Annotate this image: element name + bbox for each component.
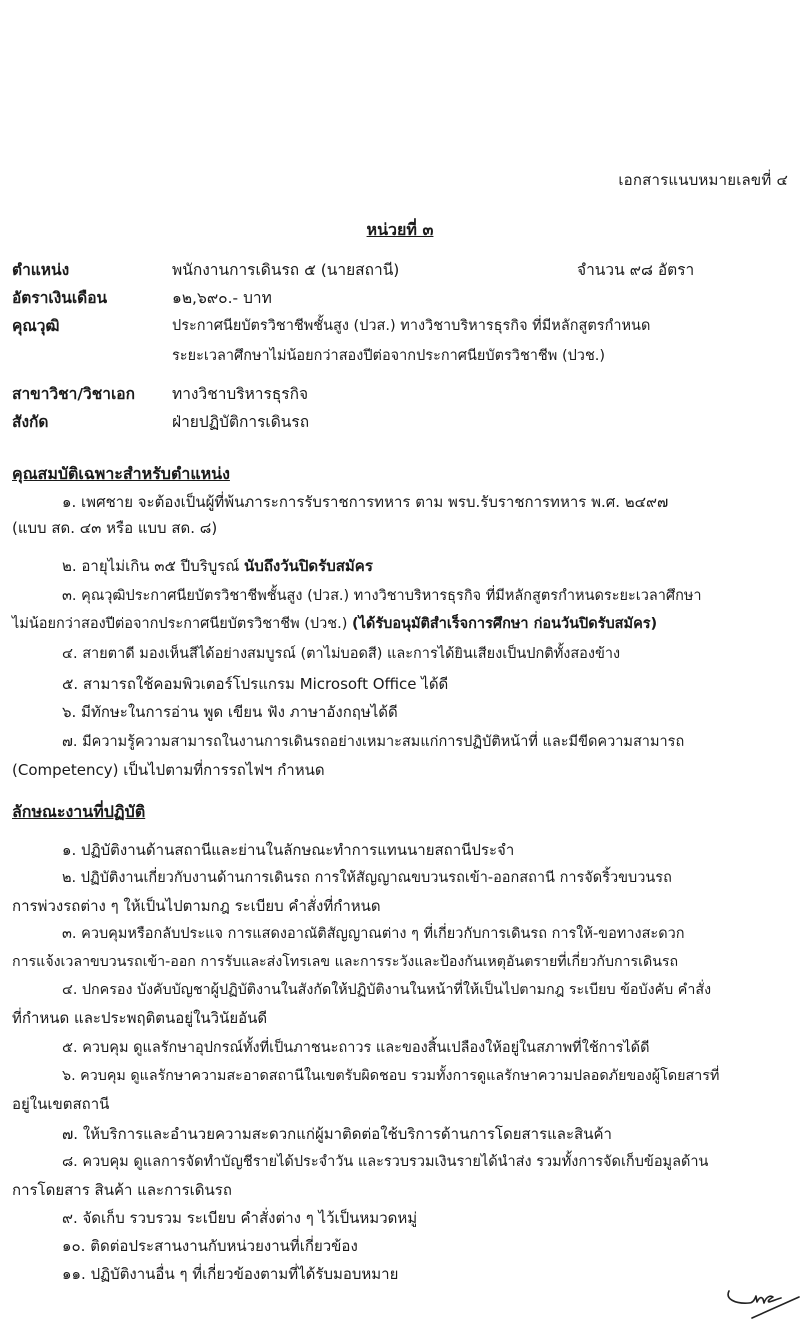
unit-title: หน่วยที่ ๓: [366, 220, 434, 239]
special-qualifications-title: คุณสมบัติเฉพาะสำหรับตำแหน่ง: [12, 464, 230, 483]
duty-item-8-line2: การโดยสาร สินค้า และการเดินรถ: [12, 1181, 232, 1199]
major-label: สาขาวิชา/วิชาเอก: [12, 385, 135, 403]
duty-item-2-line1: ๒. ปฏิบัติงานเกี่ยวกับงานด้านการเดินรถ การให้สัญญาณขบวนรถเข้า-ออกสถานี การจัดริ้วขบวนรถ: [62, 870, 672, 886]
duty-item-6-line2: อยู่ในเขตสถานี: [12, 1095, 110, 1113]
duty-item-4-line2: ที่กำหนด และประพฤติตนอยู่ในวินัยอันดี: [12, 1009, 268, 1027]
special-qual-item-7-line1: ๗. มีความรู้ความสามารถในงานการเดินรถอย่างเหมาะสมแก่การปฏิบัติหน้าที่ และมีขีดความสามารถ: [62, 734, 685, 750]
duty-item-5: ๕. ควบคุม ดูแลรักษาอุปกรณ์ทั้งที่เป็นภาชนะถาวร และของสิ้นเปลืองให้อยู่ในสภาพที่ใช้การได้ดี: [62, 1040, 650, 1056]
position-label: ตำแหน่ง: [12, 261, 70, 279]
special-qual-item-3-emphasis: (ได้รับอนุมัติสำเร็จการศึกษา ก่อนวันปิดรับสมัคร): [352, 616, 658, 632]
salary-value: ๑๒,๖๙๐.- บาท: [172, 289, 272, 307]
special-qual-item-4: ๔. สายตาดี มองเห็นสีได้อย่างสมบูรณ์ (ตาไม่บอดสี) และการได้ยินเสียงเป็นปกติทั้งสองข้าง: [62, 646, 621, 662]
position-value: พนักงานการเดินรถ ๕ (นายสถานี): [172, 261, 400, 279]
duties-title: ลักษณะงานที่ปฏิบัติ: [12, 802, 146, 821]
duty-item-3-line1: ๓. ควบคุมหรือกลับประแจ การแสดงอาณัติสัญญาณต่าง ๆ ที่เกี่ยวกับการเดินรถ การให้-ขอทางสะดวก: [62, 926, 685, 942]
duty-item-3-line2: การแจ้งเวลาขบวนรถเข้า-ออก การรับและส่งโทรเลข และการระวังและป้องกันเหตุอันตรายที่เกี่ยวกับการเดินรถ: [12, 954, 679, 970]
duty-item-4-line1: ๔. ปกครอง บังคับบัญชาผู้ปฏิบัติงานในสังกัดให้ปฏิบัติงานในหน้าที่ให้เป็นไปตามกฎ ระเบียบ ข้อบังคับ คำสั่ง: [62, 982, 712, 998]
special-qual-item-1-line1: ๑. เพศชาย จะต้องเป็นผู้ที่พ้นภาระการรับราชการทหาร ตาม พรบ.รับราชการทหาร พ.ศ. ๒๔๙๗: [62, 493, 669, 511]
qualification-label: คุณวุฒิ: [12, 317, 60, 335]
duty-item-7: ๗. ให้บริการและอำนวยความสะดวกแก่ผู้มาติดต่อใช้บริการด้านการโดยสารและสินค้า: [62, 1125, 612, 1143]
special-qual-item-5: ๕. สามารถใช้คอมพิวเตอร์โปรแกรม Microsoft Office ได้ดี: [62, 675, 449, 693]
duty-item-2-line2: การพ่วงรถต่าง ๆ ให้เป็นไปตามกฎ ระเบียบ คำสั่งที่กำหนด: [12, 897, 381, 915]
special-qual-item-3-line2: [12, 612, 657, 636]
special-qual-item-3-line1: ๓. คุณวุฒิประกาศนียบัตรวิชาชีพชั้นสูง (ปวส.) ทางวิชาบริหารธุรกิจ ที่มีหลักสูตรกำหนดระยะเวลาศึกษา: [62, 588, 702, 604]
special-qual-item-2-emphasis: นับถึงวันปิดรับสมัคร: [244, 557, 373, 575]
salary-label: อัตราเงินเดือน: [12, 289, 108, 307]
duty-item-6-line1: ๖. ควบคุม ดูแลรักษาความสะอาดสถานีในเขตรับผิดชอบ รวมทั้งการดูแลรักษาความปลอดภัยของผู้โดยสารที่: [62, 1068, 720, 1084]
special-qual-item-1-line2: (แบบ สด. ๔๓ หรือ แบบ สด. ๘): [12, 519, 218, 537]
special-qual-item-3-text: ไม่น้อยกว่าสองปีต่อจากประกาศนียบัตรวิชาชีพ (ปวช.): [12, 616, 352, 632]
duty-item-11: ๑๑. ปฏิบัติงานอื่น ๆ ที่เกี่ยวข้องตามที่ได้รับมอบหมาย: [62, 1265, 399, 1283]
department-value: ฝ่ายปฏิบัติการเดินรถ: [172, 413, 310, 431]
handwritten-signature-icon: [715, 1285, 800, 1330]
qualification-value-line2: ระยะเวลาศึกษาไม่น้อยกว่าสองปีต่อจากประกาศนียบัตรวิชาชีพ (ปวช.): [172, 348, 606, 364]
duty-item-1: ๑. ปฏิบัติงานด้านสถานีและย่านในลักษณะทำการแทนนายสถานีประจำ: [62, 841, 515, 859]
major-value: ทางวิชาบริหารธุรกิจ: [172, 385, 309, 403]
duty-item-9: ๙. จัดเก็บ รวบรวม ระเบียบ คำสั่งต่าง ๆ ไว้เป็นหมวดหมู่: [62, 1209, 418, 1227]
department-label: สังกัด: [12, 413, 49, 431]
duty-item-8-line1: ๘. ควบคุม ดูแลการจัดทำบัญชีรายได้ประจำวัน และรวบรวมเงินรายได้นำส่ง รวมทั้งการจัดเก็บข้อมูลด้าน: [62, 1154, 709, 1170]
special-qual-item-7-line2: (Competency) เป็นไปตามที่การรถไฟฯ กำหนด: [12, 761, 325, 779]
attachment-number-label: เอกสารแนบหมายเลขที่ ๔: [618, 171, 788, 189]
qualification-value-line1: ประกาศนียบัตรวิชาชีพชั้นสูง (ปวส.) ทางวิชาบริหารธุรกิจ ที่มีหลักสูตรกำหนด: [172, 318, 651, 334]
special-qual-item-2-text: ๒. อายุไม่เกิน ๓๕ ปีบริบูรณ์: [62, 557, 245, 575]
duty-item-10: ๑๐. ติดต่อประสานงานกับหน่วยงานที่เกี่ยวข้อง: [62, 1237, 358, 1255]
position-count: จำนวน ๙๘ อัตรา: [577, 261, 695, 279]
special-qual-item-2: [62, 554, 373, 578]
special-qual-item-6: ๖. มีทักษะในการอ่าน พูด เขียน ฟัง ภาษาอังกฤษได้ดี: [62, 703, 398, 721]
